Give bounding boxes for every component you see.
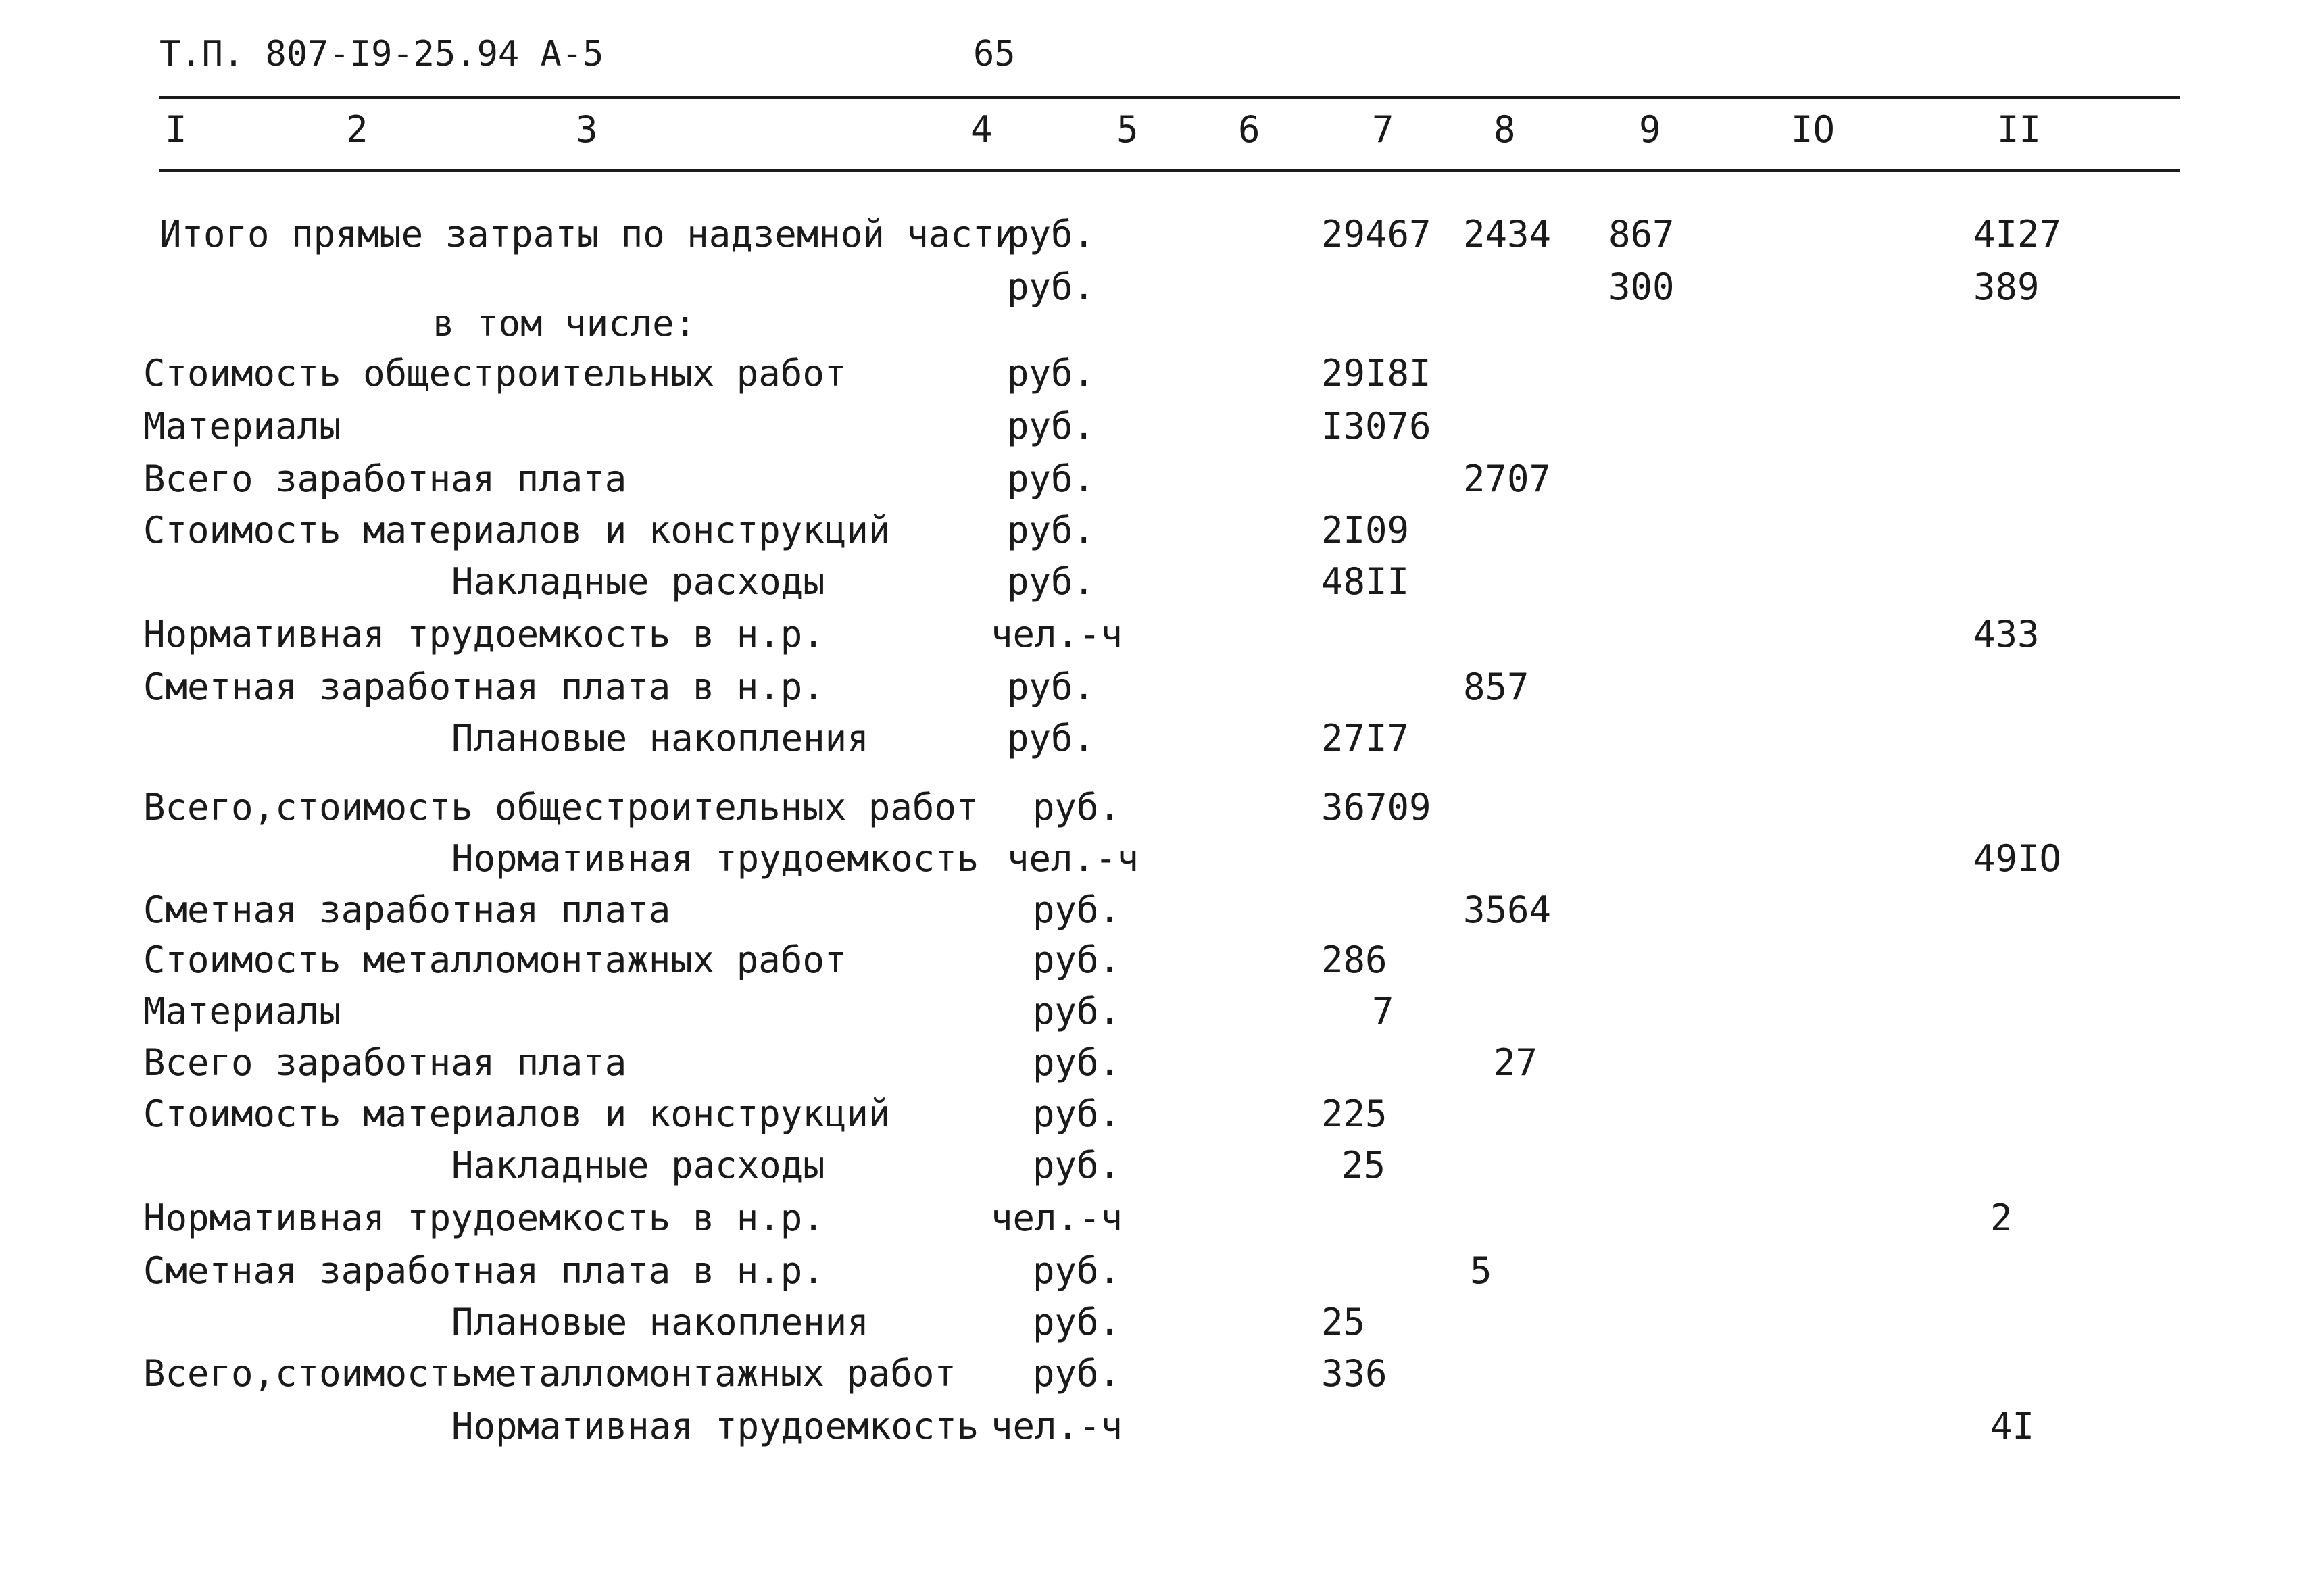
table-row [0, 835, 2314, 882]
table-row [0, 558, 2314, 605]
column-number: 5 [1116, 108, 1139, 151]
row-unit: руб. [1033, 1041, 1121, 1084]
table-row [0, 1091, 2314, 1138]
value-col-11: 2 [1990, 1197, 2013, 1239]
row-unit: руб. [1033, 889, 1121, 931]
value-col-11: 4I27 [1973, 213, 2062, 255]
table-row [0, 350, 2314, 397]
table-row [0, 1403, 2314, 1450]
row-unit: руб. [1033, 990, 1121, 1032]
value-col-7: 29I8I [1321, 352, 1431, 395]
column-number: I [165, 108, 187, 151]
column-number: 2 [346, 108, 368, 151]
row-unit: руб. [1007, 560, 1096, 603]
row-unit: руб. [1007, 405, 1096, 447]
table-row [0, 1247, 2314, 1295]
table-row [0, 1195, 2314, 1242]
row-label: Стоимость общестроительных работ [143, 352, 847, 395]
value-col-7: 29467 [1321, 213, 1431, 255]
value-col-8: 857 [1463, 666, 1529, 708]
value-col-9: 867 [1608, 213, 1675, 255]
value-col-7: 25 [1321, 1301, 1366, 1343]
row-label: Всего заработная плата [143, 457, 627, 500]
table-row [0, 988, 2314, 1035]
table-row [0, 887, 2314, 934]
value-col-7: 2I09 [1321, 509, 1410, 551]
column-number: II [1997, 108, 2042, 151]
row-label: Материалы [143, 990, 341, 1032]
column-number: 8 [1494, 108, 1516, 151]
table-row [0, 611, 2314, 658]
value-col-7: 286 [1321, 939, 1387, 981]
value-col-8: 2707 [1463, 457, 1552, 500]
row-unit: чел.-ч [1007, 837, 1139, 880]
row-label: Сметная заработная плата в н.р. [143, 1249, 824, 1292]
row-unit: руб. [1033, 1144, 1121, 1187]
row-unit: чел.-ч [991, 613, 1123, 655]
column-number: 7 [1372, 108, 1394, 151]
row-unit: руб. [1033, 786, 1121, 828]
row-unit: руб. [1007, 509, 1096, 551]
value-col-9: 300 [1608, 266, 1675, 308]
row-label: Сметная заработная плата [143, 889, 671, 931]
row-label: в том числе: [433, 302, 697, 345]
row-unit: чел.-ч [991, 1197, 1123, 1239]
doc-code: Т.П. 807-I9-25.94 А-5 [159, 34, 604, 74]
row-label: Нормативная трудоемкость в н.р. [143, 613, 824, 655]
row-label: Накладные расходы [451, 1144, 825, 1187]
column-number: IO [1791, 108, 1836, 151]
value-col-11: 4I [1990, 1405, 2035, 1447]
table-row [0, 664, 2314, 711]
value-col-7: 36709 [1321, 786, 1431, 828]
row-label: Плановые накопления [451, 717, 869, 759]
column-number: 3 [576, 108, 598, 151]
row-label: Нормативная трудоемкость в н.р. [143, 1197, 824, 1239]
value-col-7: 336 [1321, 1352, 1387, 1395]
header-rule-bottom [159, 169, 2180, 172]
table-row [0, 403, 2314, 450]
row-label: Нормативная трудоемкость [451, 1405, 979, 1447]
row-unit: чел.-ч [991, 1405, 1123, 1447]
table-row [0, 1350, 2314, 1397]
table-row [0, 715, 2314, 762]
table-row [0, 1039, 2314, 1087]
row-label: Накладные расходы [451, 560, 825, 603]
row-unit: руб. [1007, 213, 1096, 255]
table-row [0, 455, 2314, 503]
value-col-7: 225 [1321, 1093, 1387, 1135]
row-label: Нормативная трудоемкость [451, 837, 979, 880]
row-label: Сметная заработная плата в н.р. [143, 666, 824, 708]
value-col-8: 3564 [1463, 889, 1552, 931]
table-row [0, 937, 2314, 984]
row-label: Стоимость материалов и конструкций [143, 509, 891, 551]
row-unit: руб. [1033, 1301, 1121, 1343]
table-row [0, 784, 2314, 831]
row-label: Всего,стоимость общестроительных работ [143, 786, 979, 828]
page-number: 65 [973, 34, 1016, 74]
row-label: Стоимость металломонтажных работ [143, 939, 847, 981]
value-col-7: 25 [1341, 1144, 1386, 1187]
column-number: 4 [970, 108, 993, 151]
value-col-7: I3076 [1321, 405, 1431, 447]
row-unit: руб. [1033, 1249, 1121, 1292]
value-col-8: 27 [1494, 1041, 1538, 1084]
table-row [0, 1299, 2314, 1346]
row-unit: руб. [1007, 666, 1096, 708]
table-row [0, 300, 2314, 347]
row-unit: руб. [1007, 717, 1096, 759]
row-unit: руб. [1007, 352, 1096, 395]
row-unit: руб. [1033, 1093, 1121, 1135]
row-label: Стоимость материалов и конструкций [143, 1093, 891, 1135]
value-col-11: 389 [1973, 266, 2040, 308]
row-unit: руб. [1007, 266, 1096, 308]
value-col-7: 7 [1372, 990, 1394, 1032]
row-label: Материалы [143, 405, 341, 447]
value-col-11: 433 [1973, 613, 2040, 655]
row-label: Всего заработная плата [143, 1041, 627, 1084]
row-label: Итого прямые затраты по надземной части [159, 213, 1016, 255]
row-unit: руб. [1033, 1352, 1121, 1395]
row-label: Плановые накопления [451, 1301, 869, 1343]
column-number: 9 [1639, 108, 1661, 151]
value-col-7: 27I7 [1321, 717, 1410, 759]
column-number: 6 [1238, 108, 1260, 151]
row-label: Всего,стоимостьметалломонтажных работ [143, 1352, 956, 1395]
row-unit: руб. [1007, 457, 1096, 500]
value-col-8: 5 [1470, 1249, 1492, 1292]
value-col-11: 49IO [1973, 837, 2062, 880]
table-row [0, 507, 2314, 554]
header-rule-top [159, 96, 2180, 99]
row-unit: руб. [1033, 939, 1121, 981]
table-row [0, 1142, 2314, 1189]
table-row [0, 211, 2314, 258]
value-col-8: 2434 [1463, 213, 1552, 255]
value-col-7: 48II [1321, 560, 1410, 603]
